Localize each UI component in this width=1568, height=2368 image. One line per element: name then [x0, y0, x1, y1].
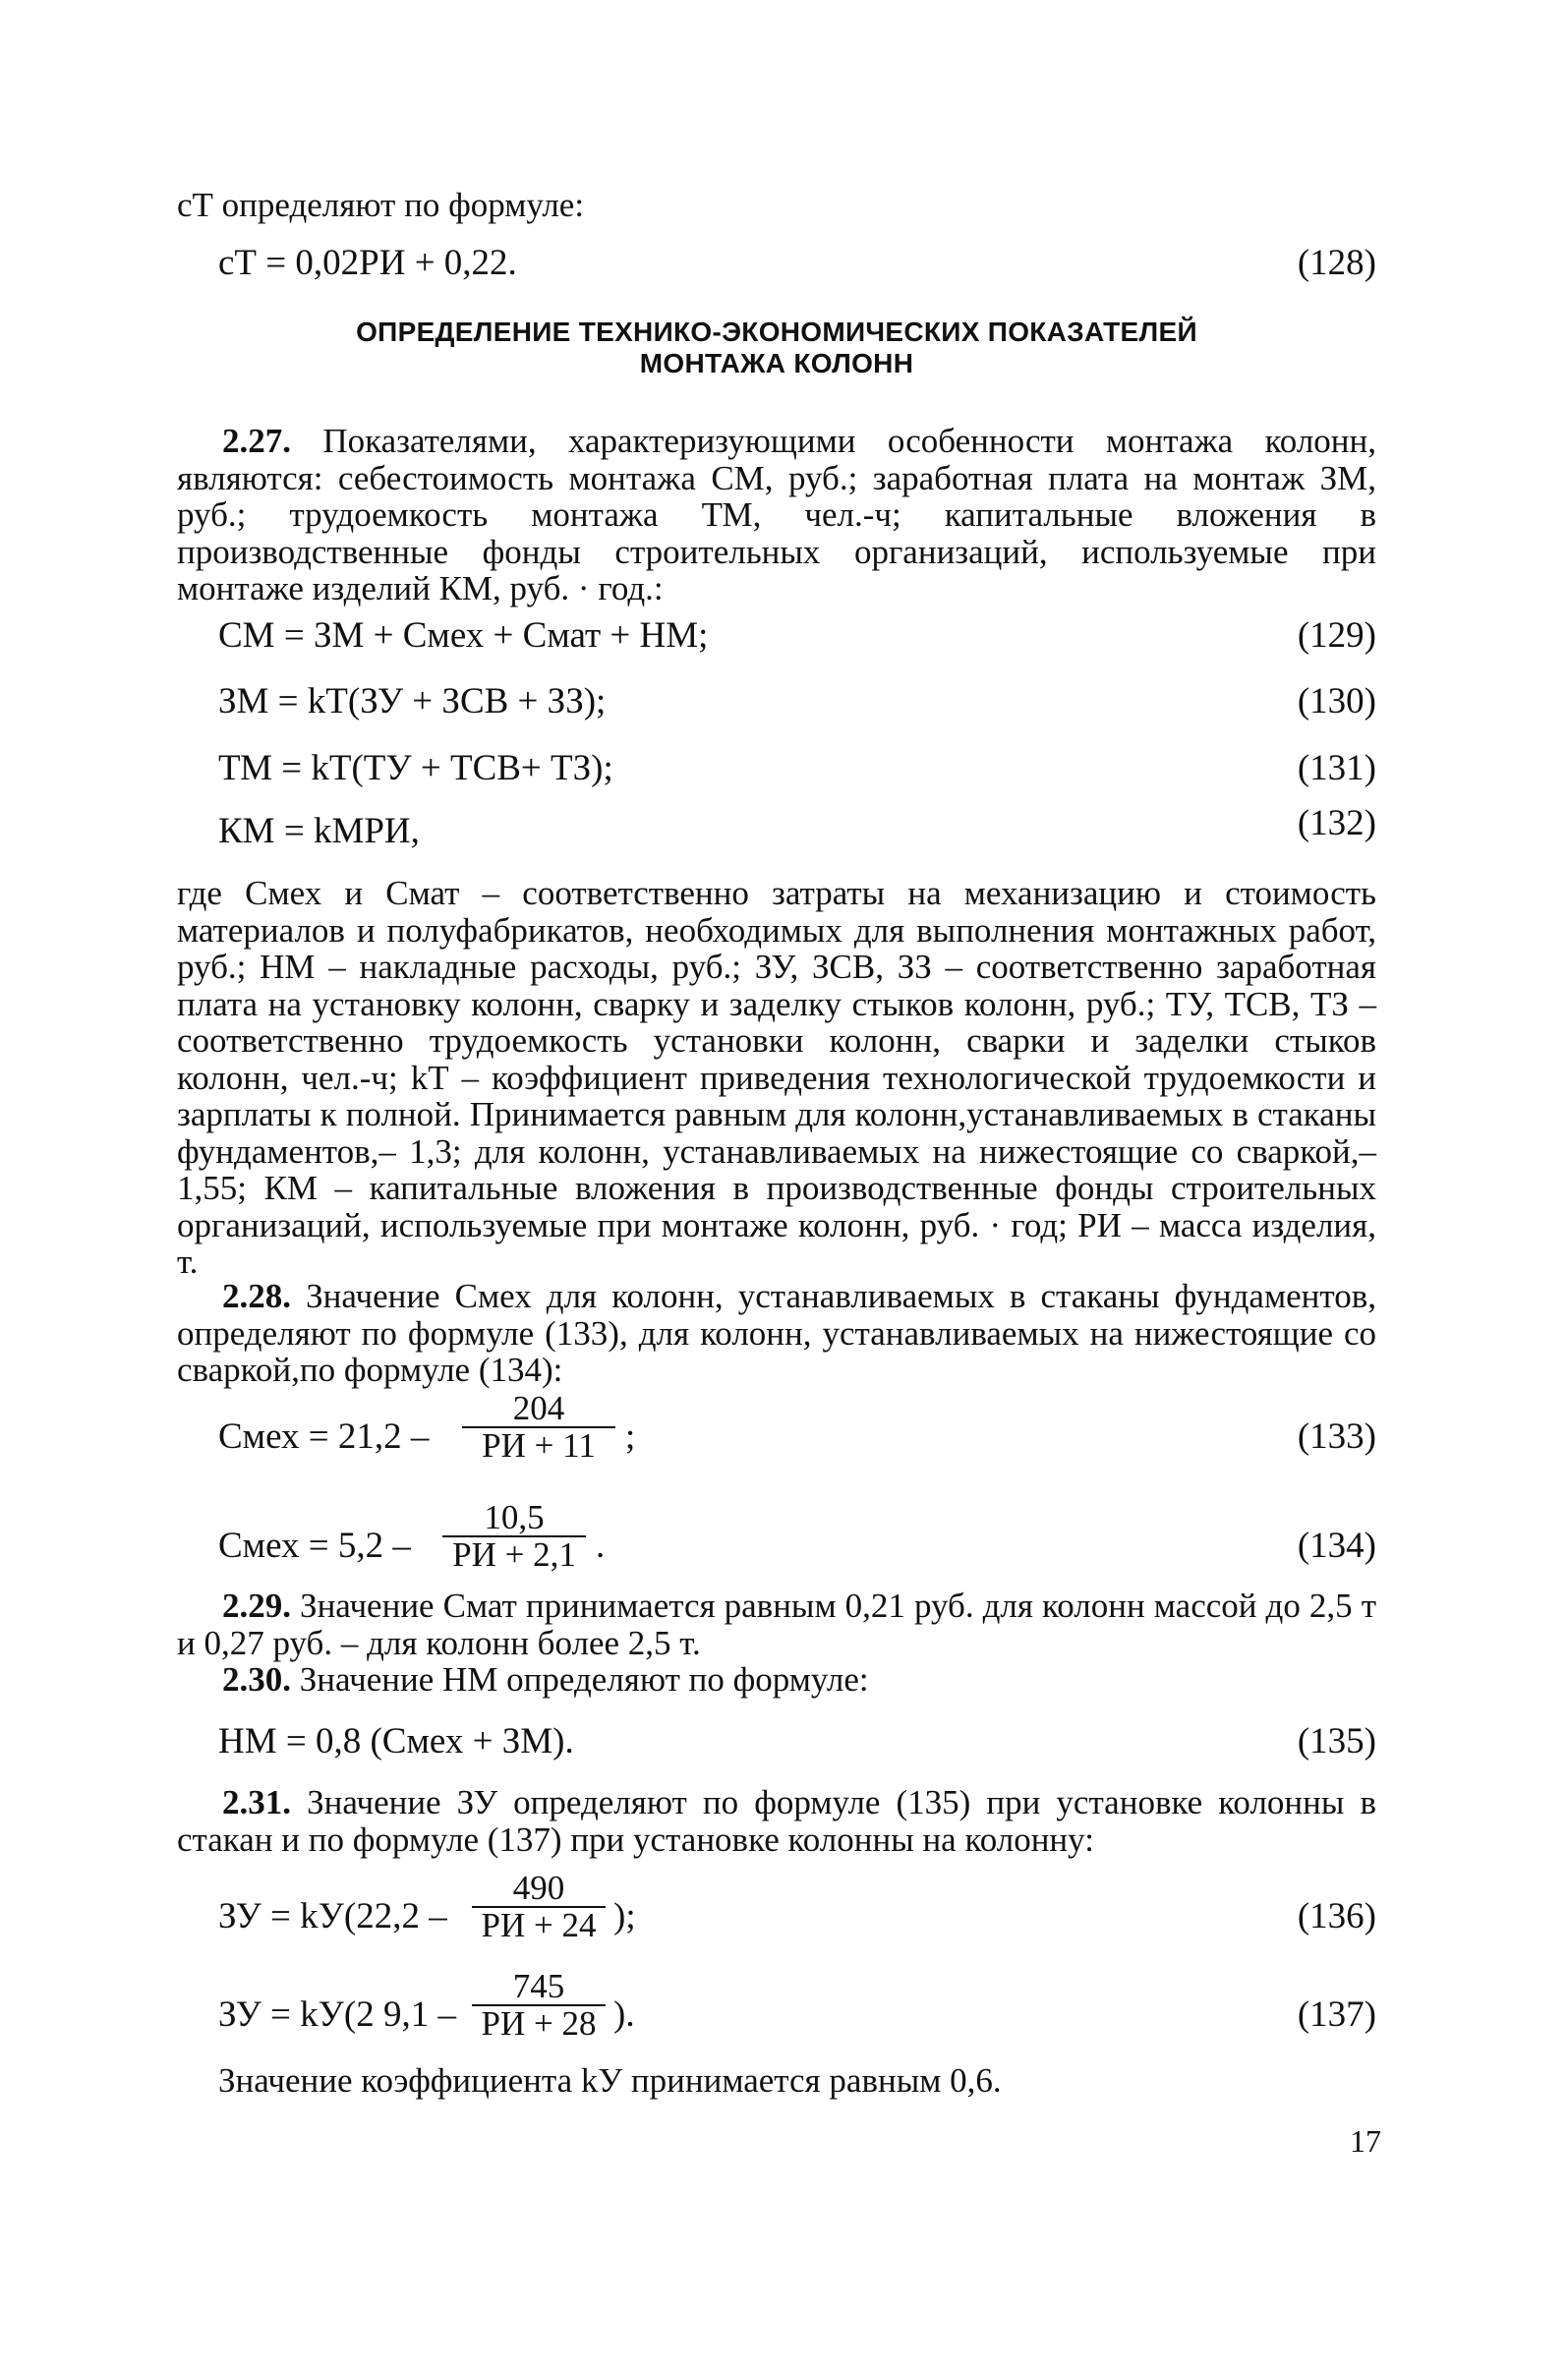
equation-129: СМ = ЗМ + Смех + Смат + НМ; [218, 615, 709, 656]
fraction-denominator: РИ + 28 [481, 2004, 597, 2043]
equation-134-lhs: Смех = 5,2 – [218, 1526, 411, 1566]
paragraph-text: Значение НМ определяют по формуле: [299, 1660, 869, 1699]
equation-number-137: (137) [1297, 1994, 1376, 2035]
fraction-numerator: 10,5 [484, 1498, 545, 1536]
paragraph-2-28 [177, 1278, 1376, 1389]
equation-number-135: (135) [1297, 1721, 1376, 1762]
fraction-numerator: 490 [512, 1869, 565, 1907]
clause-number: 2.29. [222, 1587, 291, 1625]
fraction-denominator: РИ + 24 [481, 1906, 597, 1944]
fraction-denominator: РИ + 2,1 [452, 1535, 576, 1574]
equation-136-lhs: ЗУ = kУ(22,2 – [218, 1896, 447, 1936]
equation-135: НМ = 0,8 (Смех + ЗМ). [218, 1721, 574, 1762]
equation-number-129: (129) [1297, 615, 1376, 656]
equation-number-130: (130) [1297, 681, 1376, 722]
equation-133-lhs: Смех = 21,2 – [218, 1416, 430, 1457]
equation-133-fraction [460, 1391, 617, 1464]
equation-134-fraction [440, 1500, 588, 1573]
paragraph-2-29 [177, 1588, 1376, 1661]
equation-number-134: (134) [1297, 1526, 1376, 1566]
equation-136-fraction [470, 1871, 608, 1943]
equation-137-fraction [470, 1969, 608, 2042]
clause-number: 2.30. [222, 1660, 291, 1699]
equation-number-128: (128) [1297, 243, 1376, 283]
final-line: Значение коэффициента kУ принимается равным 0,6. [218, 2061, 1002, 2100]
equation-133-tail: ; [625, 1416, 636, 1457]
paragraph-text: Значение ЗУ определяют по формуле (135) при установке колонны в стакан и по формуле (137) при установке колонны на колонну: [177, 1783, 1376, 1859]
equation-137-lhs: ЗУ = kУ(2 9,1 – [218, 1994, 456, 2035]
paragraph-2-30 [177, 1661, 1376, 1699]
fraction-denominator: РИ + 11 [482, 1426, 596, 1465]
equation-number-132: (132) [1297, 803, 1376, 843]
equation-128: сТ = 0,02РИ + 0,22. [218, 243, 517, 283]
paragraph-text: Значение Смат принимается равным 0,21 руб. для колонн массой до 2,5 т и 0,27 руб. – для колонн более 2,5 т. [177, 1587, 1377, 1662]
paragraph-text: Показателями, характеризующими особенности монтажа колонн, являются: себестоимость монтажа СМ, руб.; заработная плата на монтаж ЗМ, руб.; трудоемкость монтажа ТМ, чел.-ч; капитальные вложения в производственные фонды строительных организаций, используемые при монтаже изделий КМ, руб. · год.: [177, 422, 1377, 607]
section-heading-line-1: ОПРЕДЕЛЕНИЕ ТЕХНИКО-ЭКОНОМИЧЕСКИХ ПОКАЗАТЕЛЕЙ [356, 317, 1197, 347]
equation-number-133: (133) [1297, 1416, 1376, 1457]
equation-137-tail: ). [613, 1994, 635, 2035]
page-number: 17 [1350, 2123, 1381, 2159]
paragraph-2-27 [177, 423, 1376, 607]
equation-132: КМ = kМРИ, [218, 811, 420, 851]
equation-131: ТМ = kТ(ТУ + ТСВ+ ТЗ); [218, 748, 613, 788]
equation-number-131: (131) [1297, 748, 1376, 788]
clause-number: 2.31. [222, 1783, 291, 1821]
fraction-numerator: 745 [512, 1967, 565, 2005]
clause-number: 2.28. [222, 1277, 291, 1315]
paragraph-2-31 [177, 1784, 1376, 1858]
intro-line: сТ определяют по формуле: [177, 186, 585, 224]
equation-number-136: (136) [1297, 1896, 1376, 1936]
clause-number: 2.27. [222, 422, 291, 460]
paragraph-definitions: где Смех и Смат – соответственно затраты на механизацию и стоимость материалов и полуфабрикатов, необходимых для выполнения монтажных работ, руб.; НМ – накладные расходы, руб.; ЗУ, ЗСВ, ЗЗ – соответственно заработная плата на установку колонн, сварку и заделку стыков колонн, руб.; ТУ, ТСВ, ТЗ – соответственно трудоемкость установки колонн, сварки и заделки стыков колонн, чел.-ч; kТ – коэффициент приведения технологической трудоемкости и зарплаты к полной. Принимается равным для колонн,устанавливаемых в стаканы фундаментов,– 1,3; для колонн, устанавливаемых на нижестоящие со сваркой,– 1,55; КМ – капитальные вложения в производственные фонды строительных организаций, используемые при монтаже колонн, руб. · год; РИ – масса изделия, т. [177, 874, 1376, 1281]
paragraph-text: Значение Смех для колонн, устанавливаемых в стаканы фундаментов, определяют по формуле (133), для колонн, устанавливаемых на нижестоящие со сваркой,по формуле (134): [177, 1277, 1376, 1389]
equation-130: ЗМ = kТ(ЗУ + ЗСВ + ЗЗ); [218, 681, 607, 722]
fraction-numerator: 204 [512, 1389, 565, 1427]
equation-134-tail: . [596, 1526, 606, 1566]
equation-136-tail: ); [613, 1896, 636, 1936]
section-heading-line-2: МОНТАЖА КОЛОНН [639, 348, 914, 378]
